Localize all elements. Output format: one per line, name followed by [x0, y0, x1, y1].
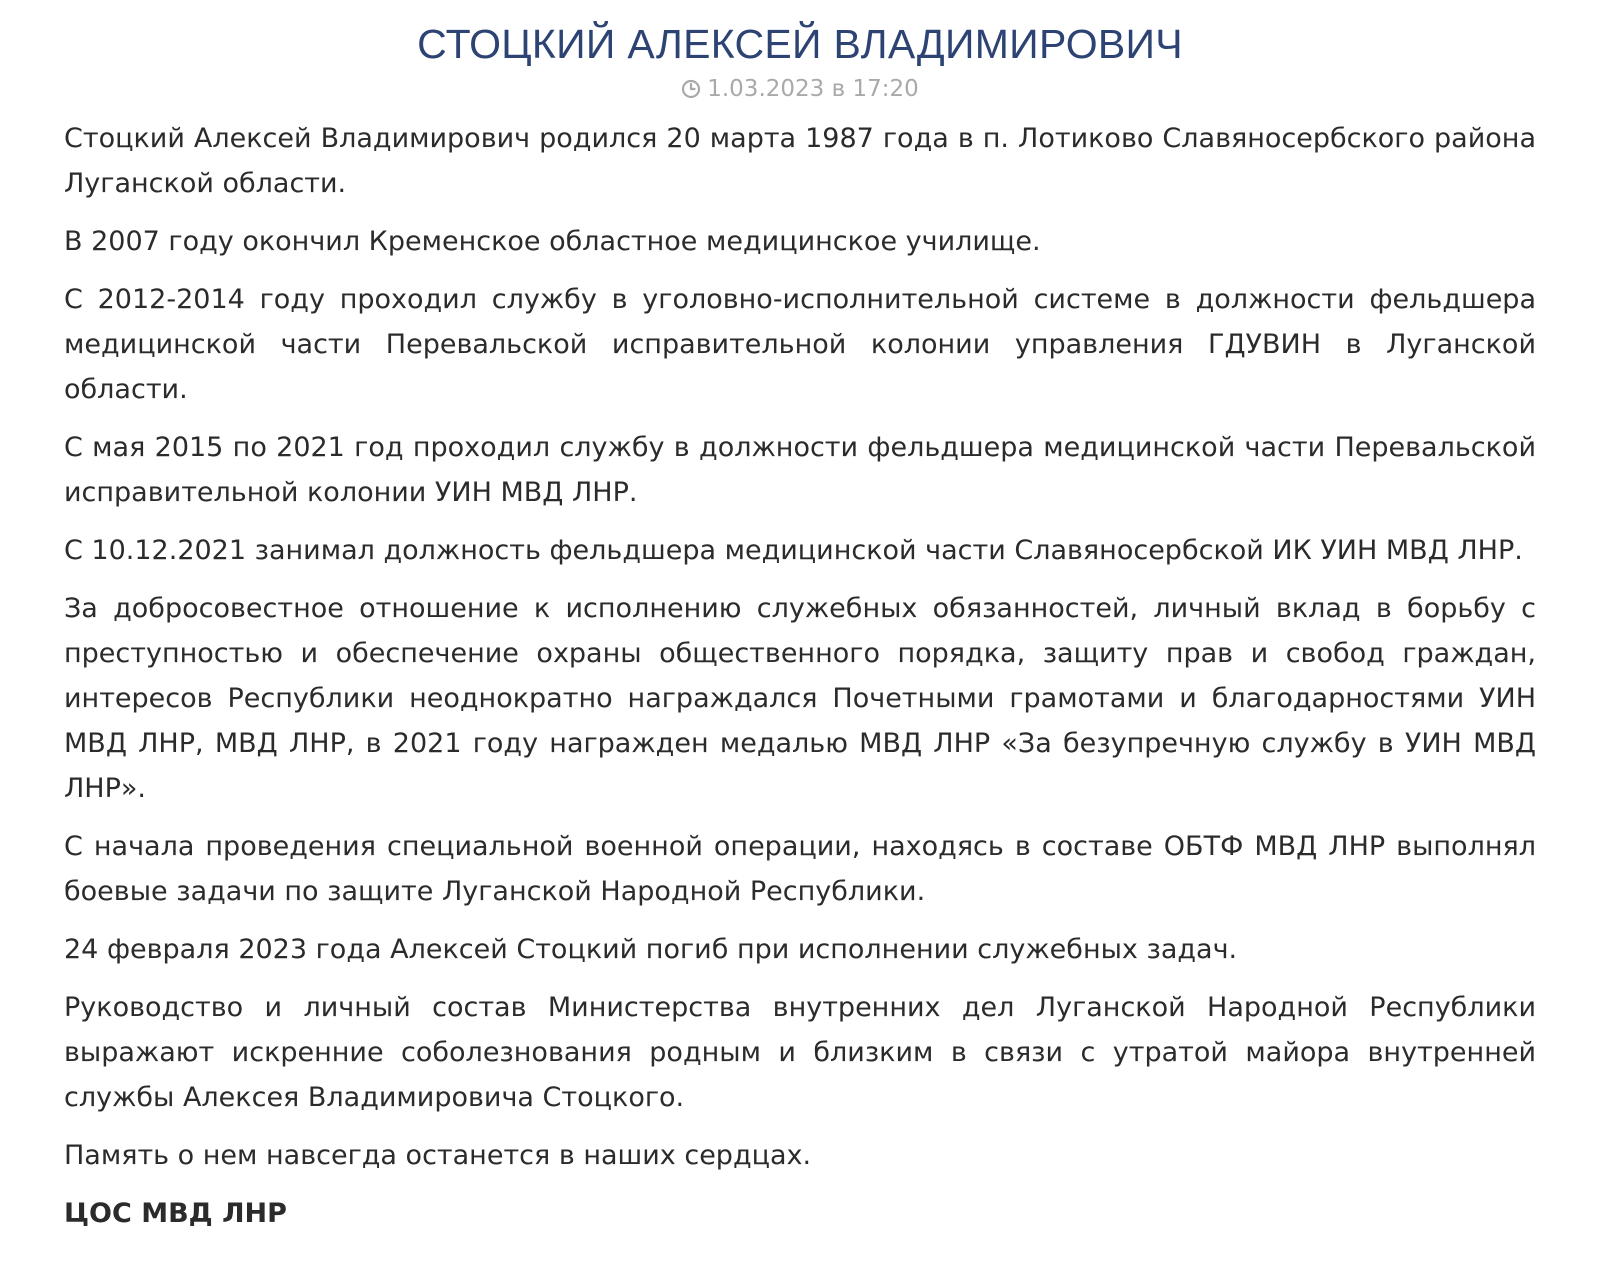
signature: ЦОС МВД ЛНР [64, 1198, 287, 1229]
paragraph: Руководство и личный состав Министерства внутренних дел Луганской Народной Республики выражают искренние соболезнования родным и близким в связи с утратой майора внутренней службы Алексея Владимировича Стоцкого. [64, 992, 1536, 1113]
paragraph: С мая 2015 по 2021 год проходил службу в должности фельдшера медицинской части Перевальской исправительной колонии УИН МВД ЛНР. [64, 432, 1536, 508]
article-body [64, 116, 1536, 1236]
paragraph: Стоцкий Алексей Владимирович родился 20 марта 1987 года в п. Лотиково Славяносербского района Луганской области. [64, 123, 1536, 199]
publish-date: 1.03.2023 в 17:20 [707, 76, 919, 102]
paragraph: В 2007 году окончил Кременское областное медицинское училище. [64, 226, 1041, 257]
clock-icon [681, 77, 701, 97]
paragraph: С 10.12.2021 занимал должность фельдшера медицинской части Славяносербской ИК УИН МВД ЛНР. [64, 535, 1523, 566]
paragraph: За добросовестное отношение к исполнению служебных обязанностей, личный вклад в борьбу с преступностью и обеспечение охраны общественного порядка, защиту прав и свобод граждан, интересов Республики неоднократно награждался Почетными грамотами и благодарностями УИН МВД ЛНР, МВД ЛНР, в 2021 году награжден медалью МВД ЛНР «За безупречную службу в УИН МВД ЛНР». [64, 593, 1536, 804]
paragraph: С 2012-2014 году проходил службу в уголовно-исполнительной системе в должности фельдшера медицинской части Перевальской исправительной колонии управления ГДУВИН в Луганской области. [64, 284, 1536, 405]
paragraph: Память о нем навсегда останется в наших сердцах. [64, 1140, 812, 1171]
paragraph: С начала проведения специальной военной операции, находясь в составе ОБТФ МВД ЛНР выполнял боевые задачи по защите Луганской Народной Республики. [64, 831, 1536, 907]
article-meta [64, 74, 1536, 104]
article-title: СТОЦКИЙ АЛЕКСЕЙ ВЛАДИМИРОВИЧ [417, 21, 1183, 67]
paragraph: 24 февраля 2023 года Алексей Стоцкий погиб при исполнении служебных задач. [64, 934, 1238, 965]
